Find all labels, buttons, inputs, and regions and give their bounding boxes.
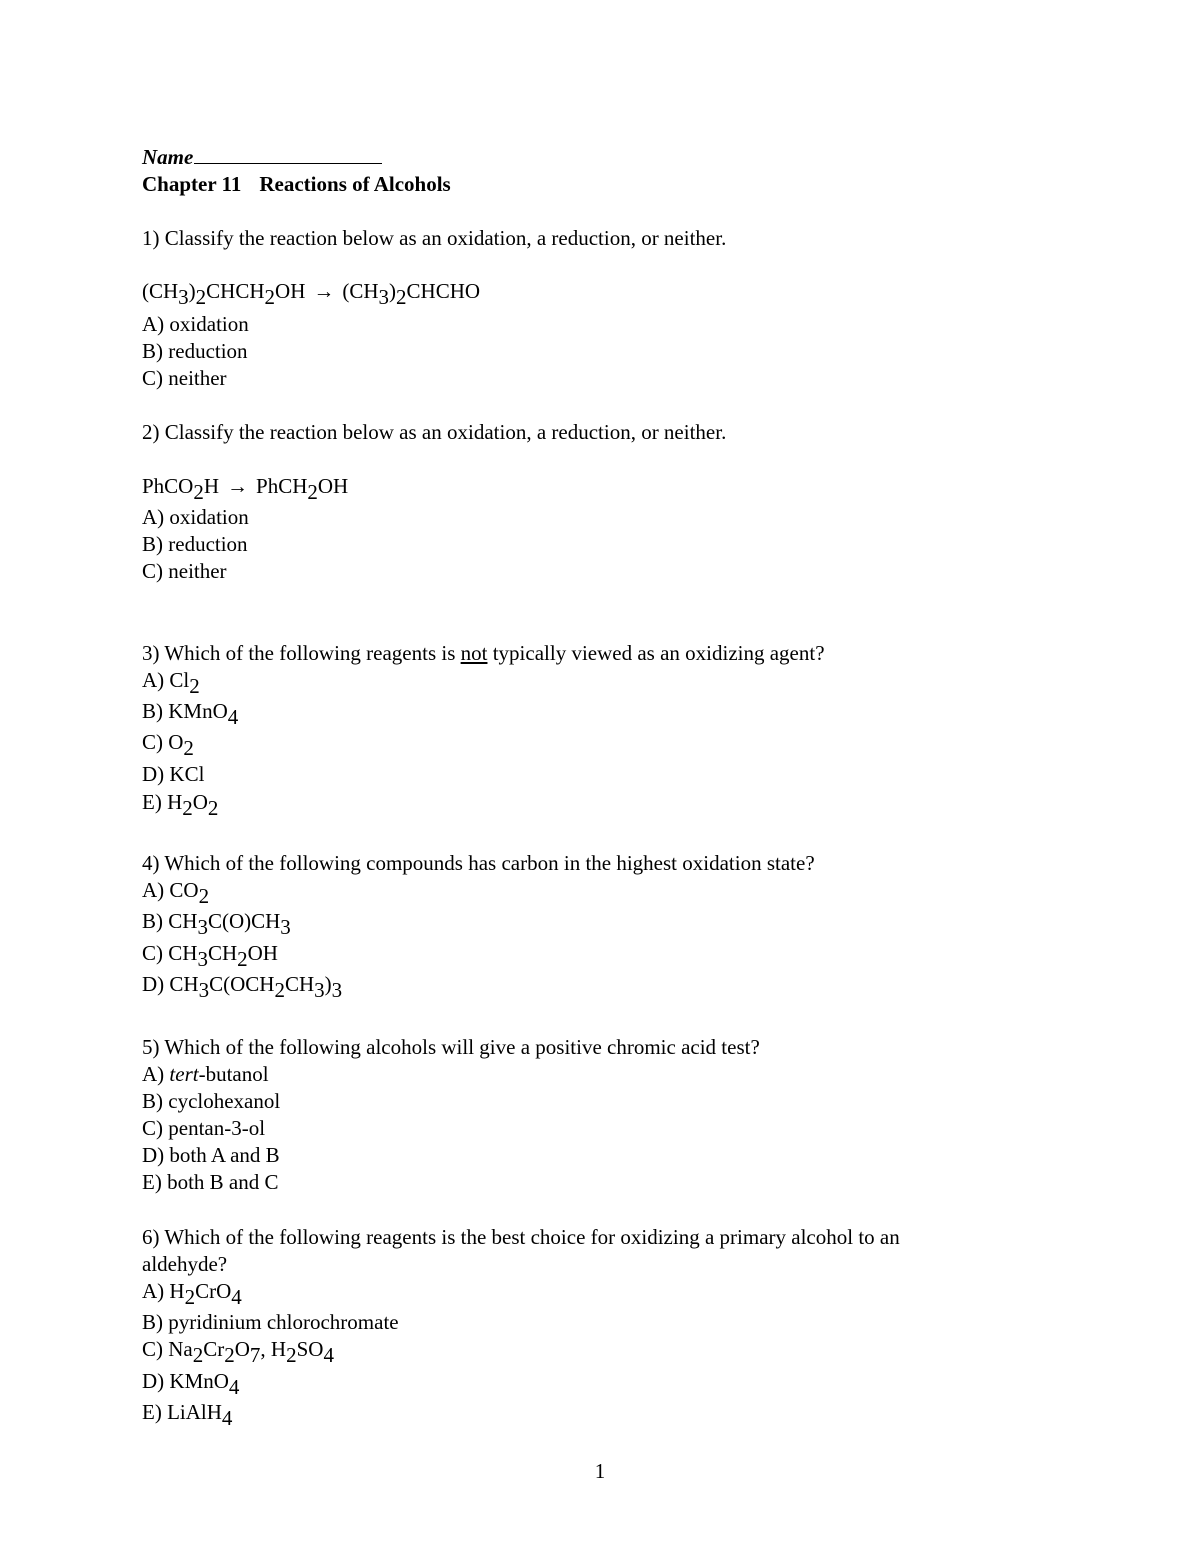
q6-option-e: E) LiAlH4 xyxy=(142,1400,233,1430)
q2-reactant: PhCO2H xyxy=(142,474,220,504)
q2-option-b: B) reduction xyxy=(142,532,248,556)
q5-option-c: C) pentan-3-ol xyxy=(142,1116,266,1140)
q3-option-b: B) KMnO4 xyxy=(142,699,239,729)
page-number: 1 xyxy=(594,1459,606,1483)
q1-option-b: B) reduction xyxy=(142,339,248,363)
q5-option-d: D) both A and B xyxy=(142,1143,280,1167)
q6-option-a: A) H2CrO4 xyxy=(142,1279,242,1309)
q1-option-c: C) neither xyxy=(142,366,227,390)
q4-option-a: A) CO2 xyxy=(142,878,210,908)
q6-option-d: D) KMnO4 xyxy=(142,1369,240,1399)
q1-reaction xyxy=(142,278,481,309)
q6-question-line2: aldehyde? xyxy=(142,1252,228,1276)
q4-option-c: C) CH3CH2OH xyxy=(142,941,278,971)
q2-question: 2) Classify the reaction below as an oxidation, a reduction, or neither. xyxy=(142,420,727,444)
q3-option-a: A) Cl2 xyxy=(142,668,200,698)
q3-option-e: E) H2O2 xyxy=(142,790,219,820)
q4-option-b: B) CH3C(O)CH3 xyxy=(142,909,291,939)
chapter-number: Chapter 11 xyxy=(142,172,242,196)
q2-option-c: C) neither xyxy=(142,559,227,583)
reaction-arrow-icon: → xyxy=(313,279,335,303)
q3-emphasis: not xyxy=(460,641,488,665)
q6-option-b: B) pyridinium chlorochromate xyxy=(142,1310,399,1334)
name-blank[interactable] xyxy=(194,145,382,164)
q5-option-e: E) both B and C xyxy=(142,1170,279,1194)
q3-question: 3) Which of the following reagents is not typically viewed as an oxidizing agent? xyxy=(142,641,825,665)
q6-option-c: C) Na2Cr2O7, H2SO4 xyxy=(142,1337,334,1367)
name-line xyxy=(142,144,382,170)
q1-option-a: A) oxidation xyxy=(142,312,249,336)
q1-reactant: (CH3)2CHCH2OH xyxy=(142,279,306,309)
q2-product: PhCH2OH xyxy=(256,474,349,504)
q3-option-d: D) KCl xyxy=(142,762,205,786)
q1-question: 1) Classify the reaction below as an oxidation, a reduction, or neither. xyxy=(142,226,727,250)
q2-reaction xyxy=(142,473,349,504)
q4-option-d: D) CH3C(OCH2CH3)3 xyxy=(142,972,343,1002)
chapter-name: Reactions of Alcohols xyxy=(259,172,451,196)
q6-question-line1: 6) Which of the following reagents is the best choice for oxidizing a primary alcohol to an xyxy=(142,1225,900,1249)
q5-question: 5) Which of the following alcohols will give a positive chromic acid test? xyxy=(142,1035,760,1059)
q1-product: (CH3)2CHCHO xyxy=(342,279,481,309)
q2-option-a: A) oxidation xyxy=(142,505,249,529)
q5-option-a: A) tert-butanol xyxy=(142,1062,269,1086)
name-label: Name xyxy=(142,145,194,169)
q4-question: 4) Which of the following compounds has carbon in the highest oxidation state? xyxy=(142,851,815,875)
reaction-arrow-icon: → xyxy=(227,474,249,498)
q3-option-c: C) O2 xyxy=(142,730,194,760)
chapter-title xyxy=(142,171,451,197)
q5-option-b: B) cyclohexanol xyxy=(142,1089,281,1113)
